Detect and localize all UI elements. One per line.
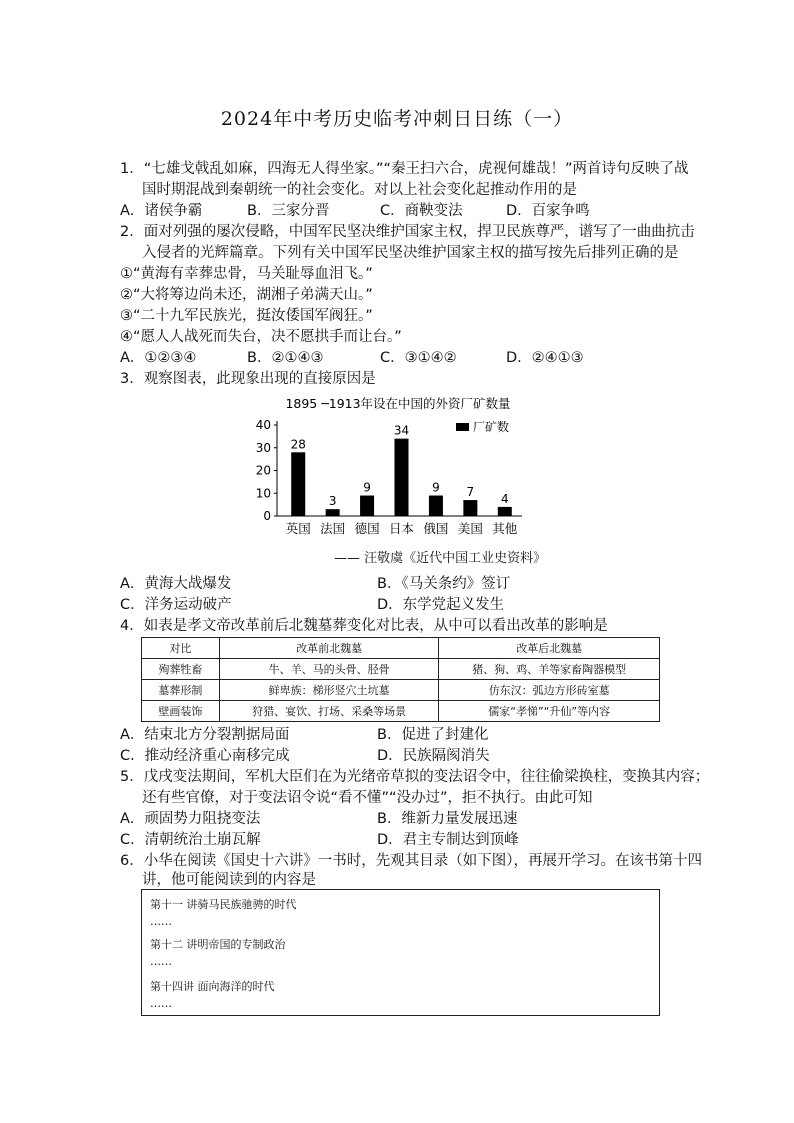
bar-value-label: 3 [328,494,337,509]
q4-option-a[interactable]: A．结束北方分裂割据局面 [120,727,290,743]
q2-item-3: ③“二十九军民族光，挺汝倭国军阀狂。” [120,308,373,324]
catalog-ellipsis: …… [150,997,172,1010]
table-header-cell: 改革后北魏墓 [439,638,660,659]
legend-label: 厂矿数 [473,420,510,434]
q1-stem-line1: 1．“七雄戈戟乱如麻，四海无人得坐家。”“秦王扫六合，虎视何雄哉！”两首诗句反映了战 [120,161,689,177]
x-tick-label: 其他 [492,521,518,536]
table-row [142,680,660,701]
q2-stem-line2: 入侵者的光辉篇章。下列有关中国军民坚决维护国家主权的描写按先后排列正确的是 [142,245,679,261]
table-header-cell: 改革前北魏墓 [219,638,439,659]
bar-6 [463,500,477,516]
catalog-entry: 第十四讲 面向海洋的时代 [150,980,275,993]
y-tick-label: 40 [255,418,271,432]
page-title: 2024年中考历史临考冲刺日日练（一） [220,108,574,130]
q5-option-a[interactable]: A．顽固势力阻挠变法 [120,811,261,827]
q2-option-d[interactable]: D．②④①③ [506,350,584,366]
q5-options-row2 [120,830,680,851]
q3-options-row2 [120,595,680,616]
q1-option-d[interactable]: D．百家争鸣 [506,203,590,219]
q6-stem-line2: 讲，他可能阅读到的内容是 [142,872,316,888]
q5-option-d[interactable]: D．君主专制达到顶峰 [377,832,519,848]
q4-options-row1 [120,725,680,746]
catalog-entry: 第十二 讲明帝国的专制政治 [150,938,286,951]
q2-option-b[interactable]: B．②①④③ [247,350,324,366]
q1-stem-line2: 国时期混战到秦朝统一的社会变化。对以上社会变化起推动作用的是 [142,182,577,198]
q4-option-c[interactable]: C．推动经济重心南移完成 [120,748,290,764]
q2-option-c[interactable]: C．③①④② [380,350,457,366]
q2-options [120,348,680,369]
q2-item-4: ④“愿人人战死而失台，决不愿拱手而让台。” [120,329,402,345]
bar-value-label: 9 [363,480,371,495]
y-tick-label: 30 [255,440,271,455]
x-tick-label: 法国 [320,521,346,536]
q1-option-b[interactable]: B．三家分晋 [247,203,330,219]
q5-option-b[interactable]: B．维新力量发展迅速 [377,811,518,827]
table-cell: 猪、狗、鸡、羊等家畜陶器模型 [439,659,660,680]
q2-item-1: ①“黄海有幸葬忠骨，马关耻辱血泪飞。” [120,266,373,282]
q4-option-d[interactable]: D．民族隔阂消失 [377,748,490,764]
q4-stem: 4．如表是孝文帝改革前后北魏墓葬变化对比表，从中可以看出改革的影响是 [120,618,608,634]
bar-2 [326,509,340,516]
q5-option-c[interactable]: C．清朝统治土崩瓦解 [120,832,261,848]
bar-value-label: 7 [466,485,475,500]
table-cell: 墓葬形制 [142,680,220,701]
q6-stem-line1: 6．小华在阅读《国史十六讲》一书时，先观其目录（如下图），再展开学习。在该书第十四 [120,853,702,869]
bar-value-label: 34 [393,423,410,438]
q2-item-2: ②“大将筹边尚未还，湖湘子弟满天山。” [120,287,373,303]
q1-options [120,201,680,222]
q3-stem: 3．观察图表，此现象出现的直接原因是 [120,371,376,387]
q3-option-a[interactable]: A．黄海大战爆发 [120,576,232,592]
q5-stem-line2: 还有些官僚，对于变法诏令说“看不懂”“没办过”，拒不执行。由此可知 [142,790,593,806]
q4-option-b[interactable]: B．促进了封建化 [377,727,489,743]
bar-chart [250,390,550,560]
book-catalog-box [141,889,660,1016]
q3-option-d[interactable]: D．东学党起义发生 [377,597,505,613]
q4-options-row2 [120,746,680,767]
q2-stem-line1: 2．面对列强的屡次侵略，中国军民坚决维护国家主权，捍卫民族尊严，谱写了一曲曲抗击 [120,224,695,240]
bar-value-label: 9 [432,480,440,495]
x-tick-label: 德国 [354,521,380,536]
table-header-row [142,638,660,659]
bar-7 [498,507,512,516]
q5-options-row1 [120,809,680,830]
q1-option-a[interactable]: A．诸侯争霸 [120,203,203,219]
q3-option-c[interactable]: C．洋务运动破产 [120,597,232,613]
legend-swatch [456,423,469,431]
table-cell: 壁画装饰 [142,701,220,722]
catalog-ellipsis: …… [150,955,172,968]
bar-3 [360,496,374,516]
table-header-cell: 对比 [142,638,220,659]
bar-1 [291,452,305,516]
q3-option-b[interactable]: B．《马关条约》签订 [377,576,511,592]
table-cell: 仿东汉：弧边方形砖室墓 [439,680,660,701]
tomb-comparison-table [141,637,660,722]
table-cell: 鲜卑族：梯形竖穴土坑墓 [219,680,439,701]
table-cell: 狩猎、宴饮、打场、采桑等场景 [219,701,439,722]
bar-value-label: 4 [500,491,509,506]
y-tick-label: 0 [263,509,271,523]
table-row [142,659,660,680]
x-tick-label: 日本 [388,521,415,536]
y-tick-label: 10 [255,486,271,501]
q5-stem-line1: 5．戊戌变法期间，军机大臣们在为光绪帝草拟的变法诏令中，往往偷梁换柱，变换其内容； [120,769,710,785]
table-cell: 殉葬牲畜 [142,659,220,680]
catalog-ellipsis: …… [150,915,172,928]
y-tick-label: 20 [255,463,271,478]
q3-options-row1 [120,574,680,595]
chart-title: 1895 ─1913年设在中国的外资厂矿数量 [285,396,511,411]
bar-5 [429,496,443,516]
table-cell: 牛、羊、马的头骨、胫骨 [219,659,439,680]
bar-4 [395,439,409,516]
table-cell: 儒家“孝悌”“升仙”等内容 [439,701,660,722]
catalog-entry: 第十一 讲骑马民族驰骋的时代 [150,898,297,911]
x-tick-label: 美国 [457,521,483,536]
table-row [142,701,660,722]
x-tick-label: 俄国 [423,521,449,536]
bar-value-label: 28 [290,437,306,452]
chart-source: —— 汪敬虞《近代中国工业史资料》 [334,551,547,566]
x-tick-label: 英国 [285,521,311,536]
q2-option-a[interactable]: A．①②③④ [120,350,197,366]
q1-option-c[interactable]: C．商鞅变法 [380,203,463,219]
